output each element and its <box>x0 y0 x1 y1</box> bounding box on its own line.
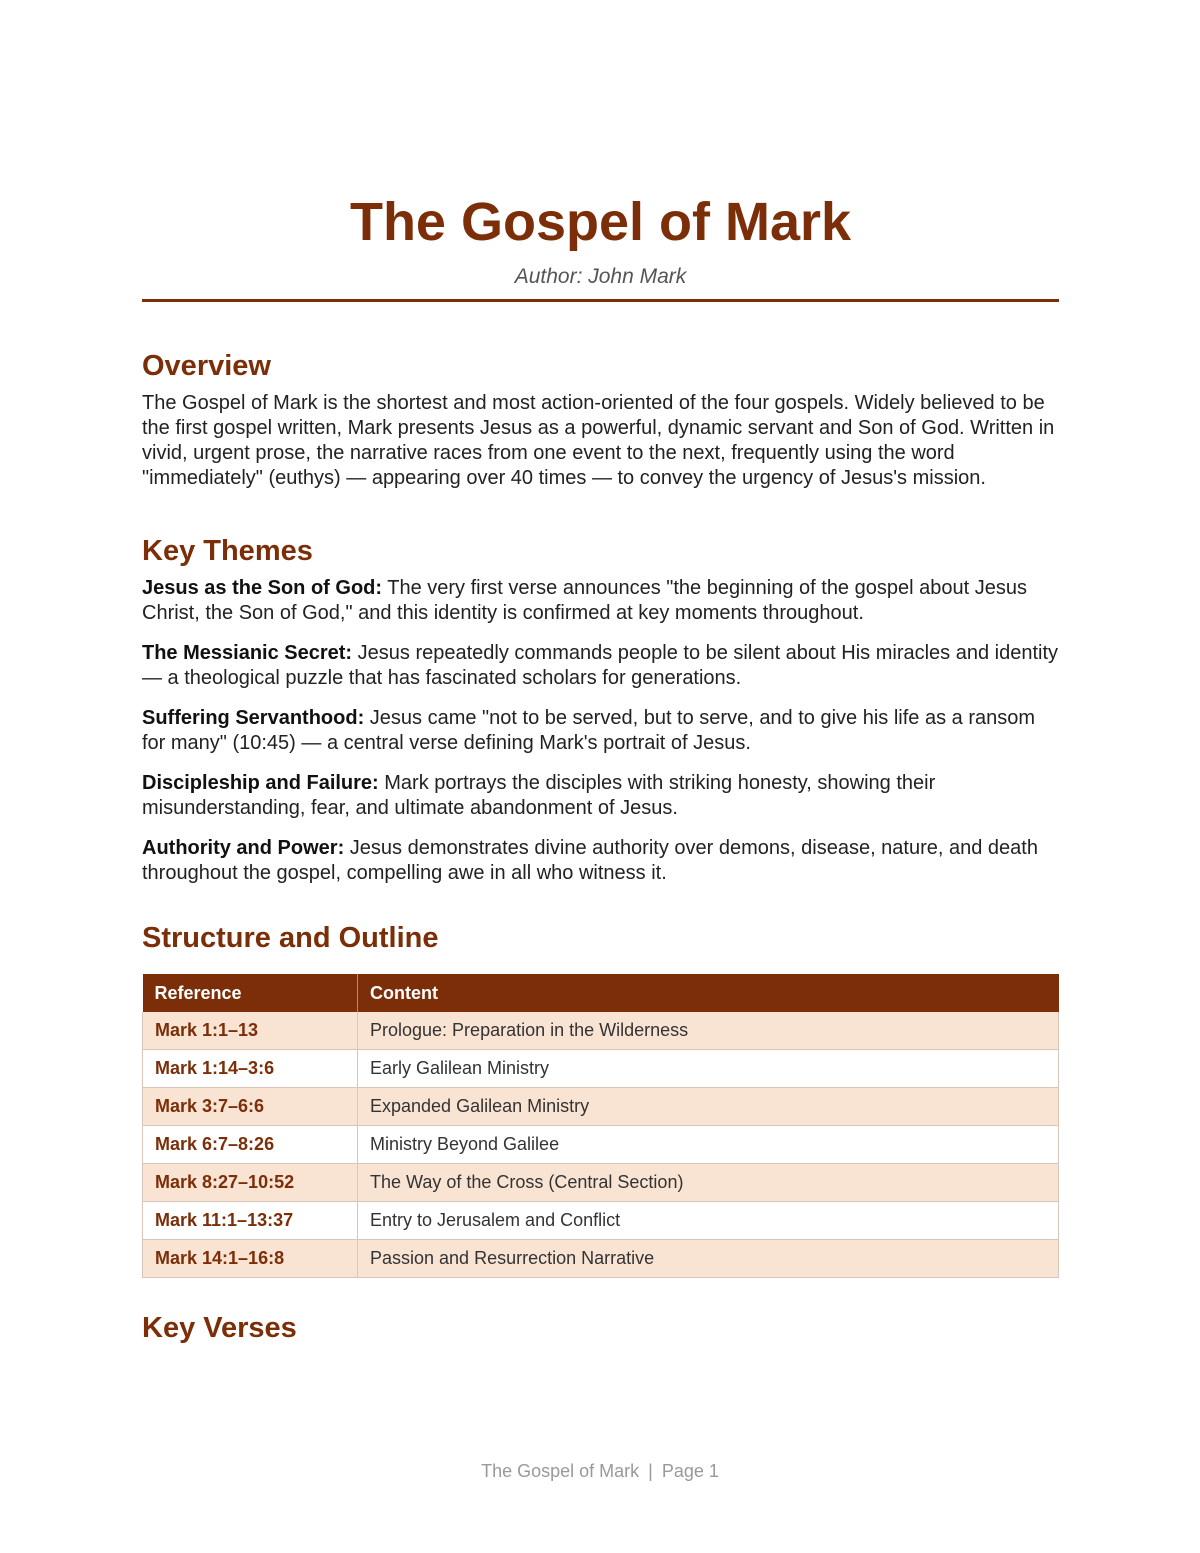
theme-text: Jesus demonstrates divine authority over demons, disease, nature, and death throughout the gospel, compelling awe in all who witness it. <box>142 837 1038 884</box>
theme-item <box>142 836 1059 886</box>
table-row <box>143 1126 1059 1164</box>
table-row <box>143 1088 1059 1126</box>
content-cell: Entry to Jerusalem and Conflict <box>358 1202 1059 1240</box>
theme-text: Jesus came "not to be served, but to serve, and to give his life as a ransom for many" (10:45) — a central verse defining Mark's portrait of Jesus. <box>142 707 1036 754</box>
table-row <box>143 1012 1059 1050</box>
document-title: The Gospel of Mark <box>349 192 852 252</box>
table-row <box>143 1202 1059 1240</box>
reference-cell: Mark 1:1–13 <box>143 1012 358 1050</box>
table-row <box>143 1240 1059 1278</box>
title-divider <box>142 299 1059 302</box>
column-header-reference: Reference <box>143 974 358 1012</box>
theme-label: The Messianic Secret: <box>142 642 353 664</box>
footer-doc-name: The Gospel of Mark <box>481 1461 640 1481</box>
theme-item <box>142 576 1059 626</box>
key-verses-heading: Key Verses <box>142 1312 297 1344</box>
outline-table <box>142 974 1059 1278</box>
theme-item <box>142 706 1059 756</box>
reference-cell: Mark 3:7–6:6 <box>143 1088 358 1126</box>
theme-label: Suffering Servanthood: <box>142 707 365 729</box>
theme-text: The very first verse announces "the beginning of the gospel about Jesus Christ, the Son of God," and this identity is confirmed at key moments throughout. <box>142 577 1027 624</box>
content-cell: Passion and Resurrection Narrative <box>358 1240 1059 1278</box>
overview-heading: Overview <box>142 350 271 382</box>
theme-text: Mark portrays the disciples with striking honesty, showing their misunderstanding, fear, and ultimate abandonment of Jesus. <box>142 772 936 819</box>
footer-page-number: Page 1 <box>661 1461 719 1481</box>
page-footer <box>0 1461 1200 1482</box>
theme-label: Jesus as the Son of God: <box>142 577 383 599</box>
reference-cell: Mark 6:7–8:26 <box>143 1126 358 1164</box>
content-cell: Early Galilean Ministry <box>358 1050 1059 1088</box>
column-header-content: Content <box>358 974 1059 1012</box>
reference-cell: Mark 11:1–13:37 <box>143 1202 358 1240</box>
structure-heading: Structure and Outline <box>142 922 439 954</box>
reference-cell: Mark 8:27–10:52 <box>143 1164 358 1202</box>
table-row <box>143 1050 1059 1088</box>
reference-cell: Mark 14:1–16:8 <box>143 1240 358 1278</box>
key-themes-heading: Key Themes <box>142 535 313 567</box>
document-author: Author: John Mark <box>514 265 687 288</box>
theme-item <box>142 641 1059 691</box>
footer-separator: | <box>648 1461 653 1481</box>
reference-cell: Mark 1:14–3:6 <box>143 1050 358 1088</box>
content-cell: Prologue: Preparation in the Wilderness <box>358 1012 1059 1050</box>
document-page <box>142 190 1059 1345</box>
content-cell: The Way of the Cross (Central Section) <box>358 1164 1059 1202</box>
theme-item <box>142 771 1059 821</box>
overview-paragraph: The Gospel of Mark is the shortest and most action-oriented of the four gospels. Widely believed to be the first gospel written, Mark presents Jesus as a powerful, dynamic servant and Son of God. Written in vivid, urgent prose, the narrative races from one event to the next, frequently using the word "immediately" (euthys) — appearing over 40 times — to convey the urgency of Jesus's mission. <box>142 392 1055 489</box>
content-cell: Expanded Galilean Ministry <box>358 1088 1059 1126</box>
table-header-row <box>143 974 1059 1012</box>
theme-label: Discipleship and Failure: <box>142 772 379 794</box>
theme-text: Jesus repeatedly commands people to be silent about His miracles and identity — a theological puzzle that has fascinated scholars for generations. <box>142 642 1059 689</box>
key-themes-list <box>142 576 1059 886</box>
theme-label: Authority and Power: <box>142 837 345 859</box>
table-row <box>143 1164 1059 1202</box>
content-cell: Ministry Beyond Galilee <box>358 1126 1059 1164</box>
